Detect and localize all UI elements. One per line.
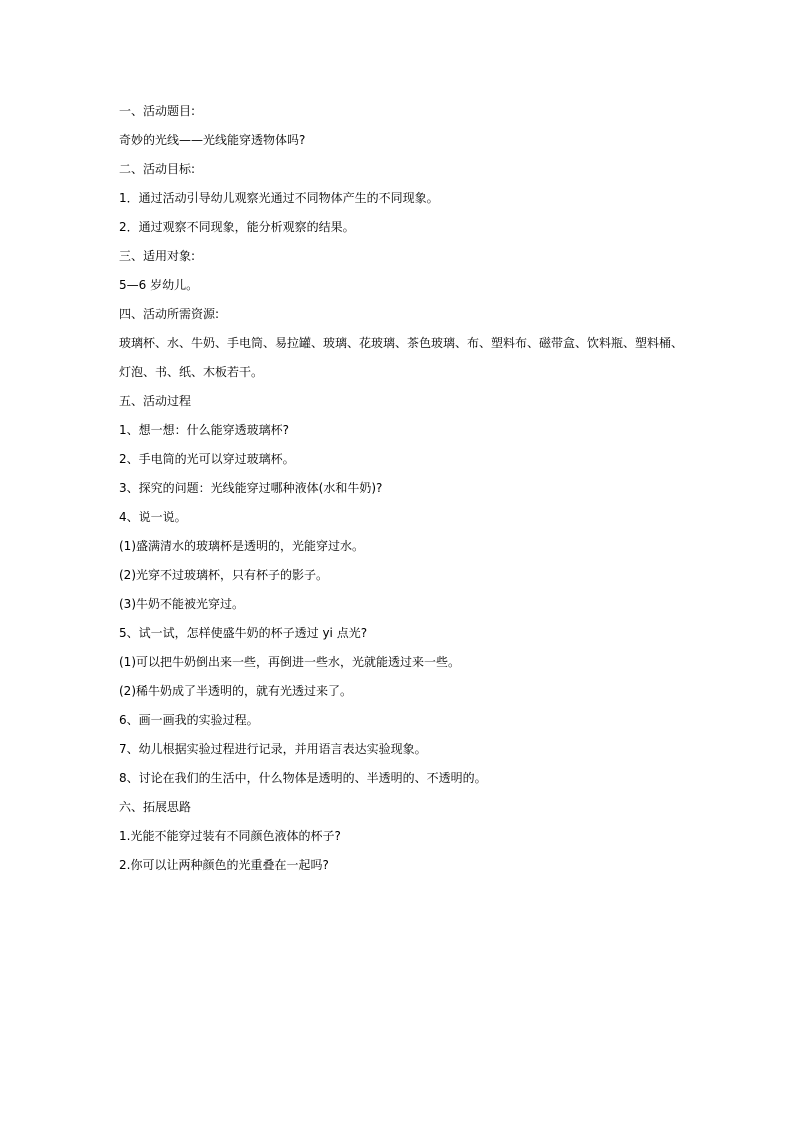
activity-title-text: 奇妙的光线——光线能穿透物体吗? [119,133,306,147]
process-step-4: 4、说一说。 [119,510,187,524]
extension-item-1: 1.光能不能穿过装有不同颜色液体的杯子? [119,829,341,843]
goal-item-2: 2．通过观察不同现象，能分析观察的结果。 [119,220,355,234]
process-step-1: 1、想一想：什么能穿透玻璃杯? [119,423,290,437]
section-heading-activity-goals: 二、活动目标: [119,162,196,176]
process-step-2: 2、手电筒的光可以穿过玻璃杯。 [119,452,295,466]
resources-text-line-2: 灯泡、书、纸、木板若干。 [119,365,264,379]
process-step-6: 6、画一画我的实验过程。 [119,713,259,727]
extension-item-2: 2.你可以让两种颜色的光重叠在一起吗? [119,858,329,872]
section-heading-activity-title: 一、活动题目: [119,104,196,118]
process-step-5-sub-1: (1)可以把牛奶倒出来一些，再倒进一些水，光就能透过来一些。 [119,655,461,669]
process-step-8: 8、讨论在我们的生活中，什么物体是透明的、半透明的、不透明的。 [119,771,487,785]
section-heading-extension: 六、拓展思路 [119,800,192,814]
process-step-5: 5、试一试，怎样使盛牛奶的杯子透过 yi 点光? [119,626,368,640]
process-step-5-sub-2: (2)稀牛奶成了半透明的，就有光透过来了。 [119,684,352,698]
process-step-4-sub-3: (3)牛奶不能被光穿过。 [119,597,244,611]
process-step-4-sub-1: (1)盛满清水的玻璃杯是透明的，光能穿过水。 [119,539,364,553]
document-body [119,103,699,886]
goal-item-1: 1．通过活动引导幼儿观察光通过不同物体产生的不同现象。 [119,191,439,205]
section-heading-process: 五、活动过程 [119,394,192,408]
section-heading-target-audience: 三、适用对象: [119,249,196,263]
process-step-3: 3、探究的问题：光线能穿过哪种液体(水和牛奶)? [119,481,383,495]
section-heading-resources: 四、活动所需资源: [119,307,220,321]
resources-text-line-1: 玻璃杯、水、牛奶、手电筒、易拉罐、玻璃、花玻璃、茶色玻璃、布、塑料布、磁带盒、饮料瓶、塑料桶、 [119,336,684,350]
process-step-4-sub-2: (2)光穿不过玻璃杯，只有杯子的影子。 [119,568,328,582]
process-step-7: 7、幼儿根据实验过程进行记录，并用语言表达实验现象。 [119,742,427,756]
target-audience-text: 5—6 岁幼儿。 [119,278,199,292]
